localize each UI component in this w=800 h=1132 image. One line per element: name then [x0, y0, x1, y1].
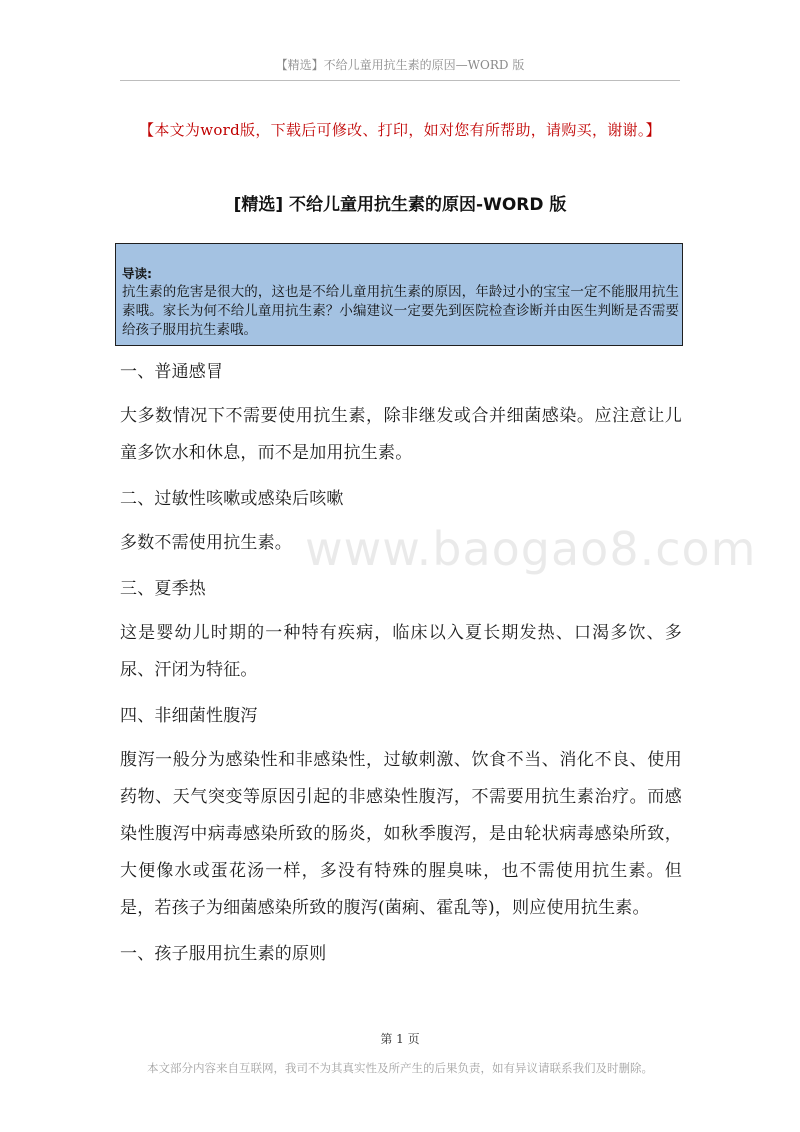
header-divider	[120, 80, 680, 81]
page-footer-disclaimer: 本文部分内容来自互联网，我司不为其真实性及所产生的后果负责，如有异议请联系我们及时删除。	[147, 1061, 653, 1075]
section-paragraph: 大多数情况下不需要使用抗生素，除非继发或合并细菌感染。应注意让儿童多饮水和休息，而不是加用抗生素。	[120, 406, 682, 463]
article-body	[120, 354, 682, 980]
document-title: [精选] 不给儿童用抗生素的原因-WORD 版	[233, 195, 567, 215]
section-heading: 三、夏季热	[120, 579, 206, 599]
summary-text: 抗生素的危害是很大的，这也是不给儿童用抗生素的原因，年龄过小的宝宝一定不能服用抗生素哦。家长为何不给儿童用抗生素？小编建议一定要先到医院检查诊断并由医生判断是否需要给孩子服用抗生素哦。	[122, 284, 679, 338]
section-paragraph: 这是婴幼儿时期的一种特有疾病，临床以入夏长期发热、口渴多饮、多尿、汗闭为特征。	[120, 623, 682, 680]
word-version-notice: 【本文为word版，下载后可修改、打印，如对您有所帮助，请购买，谢谢。】	[139, 121, 661, 139]
watermark: www.baogao8.com	[305, 522, 757, 576]
section-heading: 四、非细菌性腹泻	[120, 706, 258, 726]
section-heading: 一、普通感冒	[120, 362, 224, 382]
page-header: 【精选】不给儿童用抗生素的原因—WORD 版	[275, 58, 525, 72]
summary-box	[115, 243, 683, 346]
page-number: 第 1 页	[380, 1032, 420, 1046]
summary-label: 导读:	[122, 266, 152, 281]
section-paragraph: 多数不需使用抗生素。	[120, 533, 292, 553]
section-paragraph: 腹泻一般分为感染性和非感染性，过敏刺激、饮食不当、消化不良、使用药物、天气突变等原因引起的非感染性腹泻，不需要用抗生素治疗。而感染性腹泻中病毒感染所致的肠炎，如秋季腹泻，是由轮状病毒感染所致，大便像水或蛋花汤一样，多没有特殊的腥臭味，也不需使用抗生素。但是，若孩子为细菌感染所致的腹泻(菌痢、霍乱等)，则应使用抗生素。	[120, 750, 682, 918]
section-heading: 二、过敏性咳嗽或感染后咳嗽	[120, 489, 344, 509]
section-heading: 一、孩子服用抗生素的原则	[120, 944, 327, 964]
